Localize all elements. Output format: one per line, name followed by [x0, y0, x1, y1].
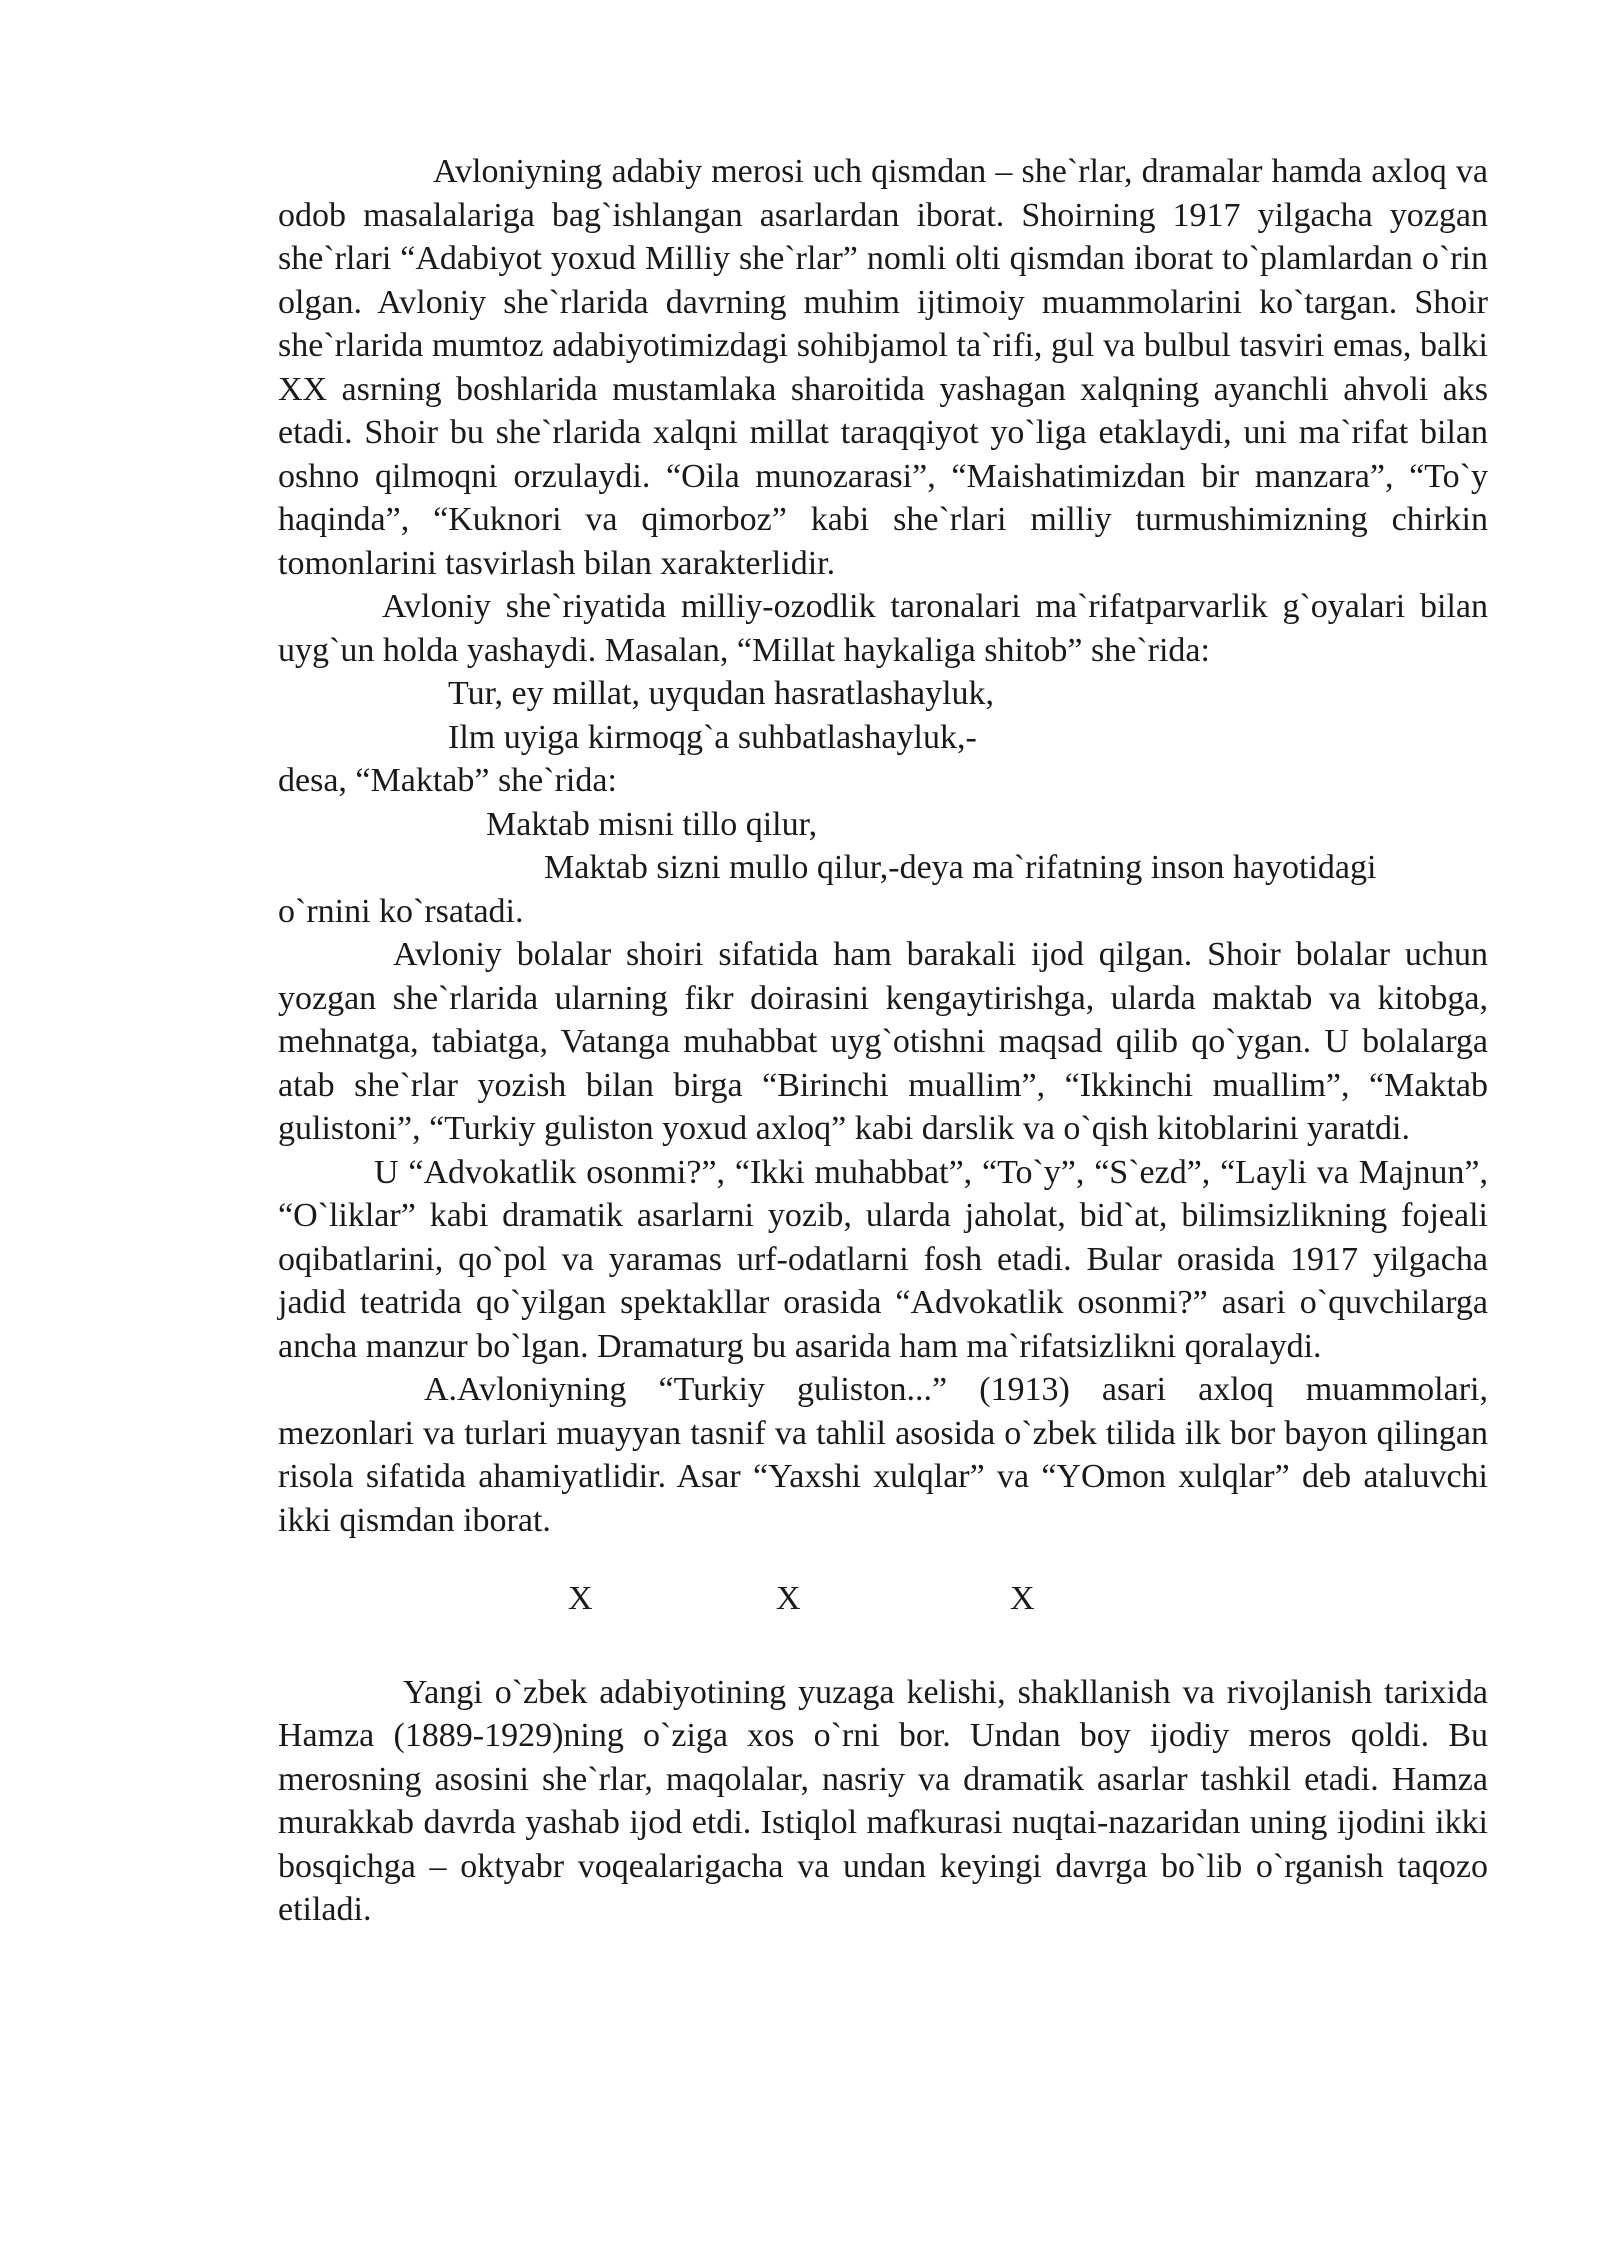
- paragraph-children-poet: Avloniy bolalar shoiri sifatida ham barakali ijod qilgan. Shoir bolalar uchun yozgan she`rlarida ularning fikr doirasini kengaytirishga, ularda maktab va kitobga, mehnatga, tabiatga, Vatanga muhabbat uyg`otishni maqsad qilib qo`ygan. U bolalarga atab she`rlar yozish bilan birga “Birinchi muallim”, “Ikkinchi muallim”, “Maktab gulistoni”, “Turkiy guliston yoxud axloq” kabi darslik va o`qish kitoblarini yaratdi.: [278, 936, 1488, 1147]
- verse-line: Maktab sizni mullo qilur,-deya ma`rifatning inson hayotidagi: [544, 849, 1377, 886]
- paragraph-dramas: U “Advokatlik osonmi?”, “Ikki muhabbat”, “To`y”, “S`ezd”, “Layli va Majnun”, “O`liklar” kabi dramatik asarlarni yozib, ularda jaholat, bid`at, bilimsizlikning fojeali oqibatlarini, qo`pol va yaramas urf-odatlarni fosh etadi. Bular orasida 1917 yilgacha jadid teatrida qo`yilgan spektakllar orasida “Advokatlik osonmi?” asari o`quvchilarga ancha manzur bo`lgan. Dramaturg bu asarida ham ma`rifatsizlikni qoralaydi.: [278, 1153, 1488, 1365]
- section-separator: [278, 1577, 1488, 1621]
- separator-mark: X: [568, 1580, 593, 1617]
- document-page: [278, 150, 1488, 1932]
- separator-mark: X: [776, 1580, 801, 1617]
- paragraph-text: desa, “Maktab” she`rida:: [278, 762, 617, 799]
- paragraph-avloniy-heritage: Avloniyning adabiy merosi uch qismdan – she`rlar, dramalar hamda axloq va odob masalalariga bag`ishlangan asarlardan iborat. Shoirning 1917 yilgacha yozgan she`rlari “Adabiyot yoxud Milliy she`rlar” nomli olti qismdan iborat to`plamlardan o`rin olgan. Avloniy she`rlarida davrning muhim ijtimoiy muammolarini ko`targan. Shoir she`rlarida mumtoz adabiyotimizdagi sohibjamol ta`rifi, gul va bulbul tasviri emas, balki XX asrning boshlarida mustamlaka sharoitida yashagan xalqning ayanchli ahvoli aks etadi. Shoir bu she`rlarida xalqni millat taraqqiyot yo`liga etaklaydi, uni ma`rifat bilan oshno qilmoqni orzulaydi. “Oila munozarasi”, “Maishatimizdan bir manzara”, “To`y haqinda”, “Kuknori va qimorboz” kabi she`rlari milliy turmushimizning chirkin tomonlarini tasvirlash bilan xarakterlidir.: [278, 153, 1488, 582]
- paragraph-hamza: Yangi o`zbek adabiyotining yuzaga kelishi, shakllanish va rivojlanish tarixida Hamza (1889-1929)ning o`ziga xos o`rni bor. Undan boy ijodiy meros qoldi. Bu merosning asosini she`rlar, maqolalar, nasriy va dramatik asarlar tashkil etadi. Hamza murakkab davrda yashab ijod etdi. Istiqlol mafkurasi nuqtai-nazaridan uning ijodini ikki bosqichga – oktyabr voqealarigacha va undan keyingi davrga bo`lib o`rganish taqozo etiladi.: [278, 1673, 1488, 1928]
- paragraph-turkiy-guliston: A.Avloniyning “Turkiy guliston...” (1913) asari axloq muammolari, mezonlari va turlari muayyan tasnif va tahlil asosida o`zbek tilida ilk bor bayon qilingan risola sifatida ahamiyatlidir. Asar “Yaxshi xulqlar” va “YOmon xulqlar” deb ataluvchi ikki qismdan iborat.: [278, 1371, 1488, 1539]
- verse-line: Ilm uyiga kirmoqg`a suhbatlashayluk,-: [448, 718, 977, 756]
- verse-line: Maktab misni tillo qilur,: [486, 805, 818, 843]
- paragraph-text: o`rnini ko`rsatadi.: [278, 892, 524, 930]
- separator-mark: X: [1010, 1580, 1035, 1617]
- verse-line: Tur, ey millat, uyqudan hasratlashayluk,: [448, 675, 995, 712]
- paragraph-avloniy-poetry: Avloniy she`riyatida milliy-ozodlik taronalari ma`rifatparvarlik g`oyalari bilan uyg`un holda yashaydi. Masalan, “Millat haykaliga shitob” she`rida:: [278, 588, 1488, 669]
